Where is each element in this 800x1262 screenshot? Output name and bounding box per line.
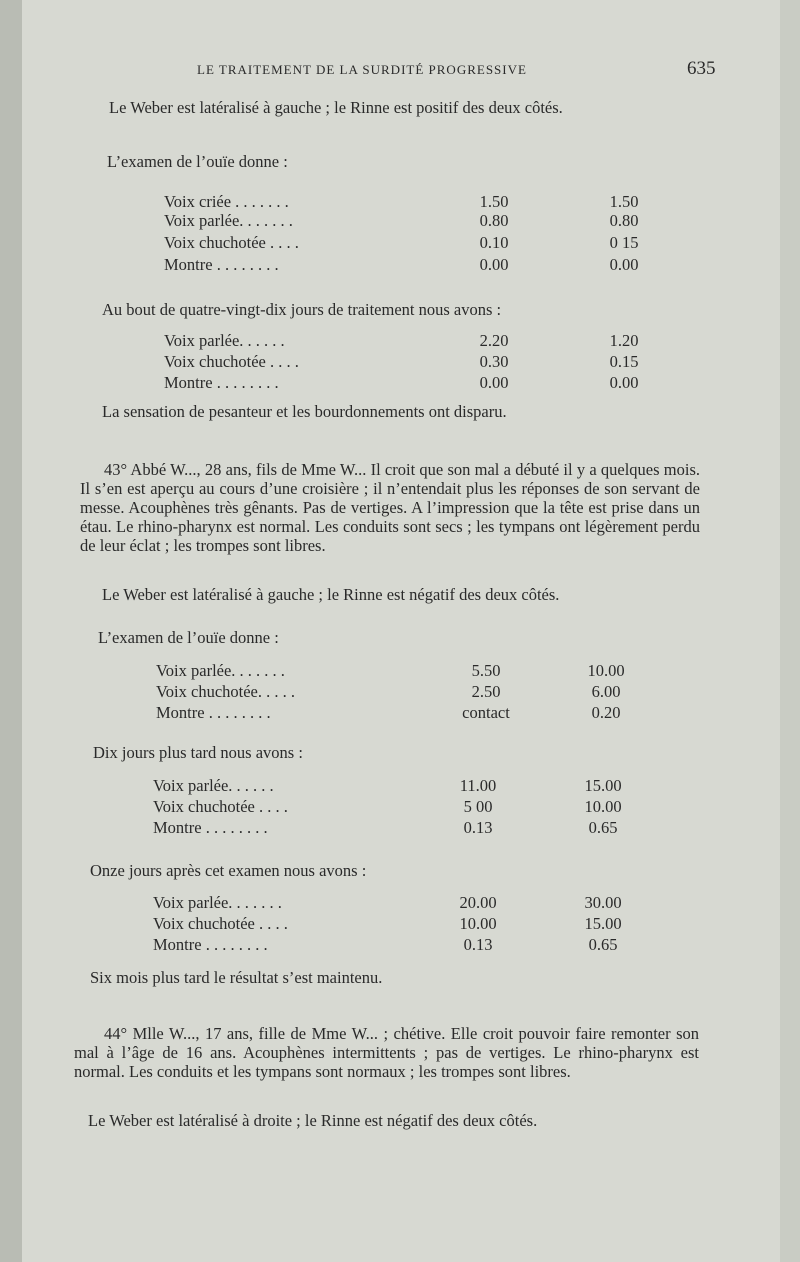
row-value-left: 0.00 [479,255,509,274]
row-label: Montre . . . . . . . . [164,373,279,392]
row-value-left: 10.00 [459,914,497,933]
row-value-right: 0.80 [609,211,639,230]
row-value-right: 1.20 [609,331,639,350]
row-label: Voix chuchotée . . . . [153,914,288,933]
row-value-right: 10.00 [584,797,622,816]
row-label: Voix parlée. . . . . . . [156,661,285,680]
row-label: Voix chuchotée . . . . [153,797,288,816]
row-value-right: 30.00 [584,893,622,912]
row-label: Voix chuchotée . . . . [164,352,299,371]
paragraph-case-44: 44° Mlle W..., 17 ans, fille de Mme W... ; chétive. Elle croit pouvoir faire remonter son mal à l’âge de 16 ans. Acouphènes intermittents ; pas de vertiges. Le rhino-pharynx est normal. Les conduits et les tympans sont normaux ; les trompes sont libres. [74,1024,699,1081]
row-label: Voix parlée. . . . . . [153,776,274,795]
row-value-right: 10.00 [587,661,625,680]
paragraph-dix-jours: Dix jours plus tard nous avons : [93,743,303,762]
row-label: Voix parlée. . . . . . [164,331,285,350]
row-label: Voix criée . . . . . . . [164,192,289,211]
row-value-left: 0.13 [463,818,493,837]
running-title: LE TRAITEMENT DE LA SURDITÉ PROGRESSIVE [197,62,527,77]
row-value-left: 0.00 [479,373,509,392]
row-label: Montre . . . . . . . . [156,703,271,722]
row-value-right: 0.15 [609,352,639,371]
row-label: Voix chuchotée . . . . [164,233,299,252]
row-value-right: 0 15 [609,233,639,252]
row-value-left: 5 00 [463,797,493,816]
row-value-left: 5.50 [471,661,501,680]
row-value-left: 0.80 [479,211,509,230]
paragraph-weber-3: Le Weber est latéralisé à droite ; le Rinne est négatif des deux côtés. [88,1111,538,1130]
row-value-left: contact [462,703,510,722]
row-value-left: 1.50 [479,192,509,211]
row-label: Montre . . . . . . . . [153,818,268,837]
paragraph-onze-jours: Onze jours après cet examen nous avons : [90,861,367,880]
paragraph-weber-2: Le Weber est latéralisé à gauche ; le Rinne est négatif des deux côtés. [102,585,560,604]
row-label: Voix parlée. . . . . . . [153,893,282,912]
row-value-right: 0.65 [588,935,618,954]
row-value-left: 2.20 [479,331,509,350]
row-value-right: 6.00 [591,682,621,701]
row-label: Voix chuchotée. . . . . [156,682,296,701]
row-value-left: 20.00 [459,893,497,912]
row-value-left: 11.00 [459,776,497,795]
paragraph-traitement: Au bout de quatre-vingt-dix jours de traitement nous avons : [102,300,502,319]
row-value-right: 15.00 [584,776,622,795]
row-value-right: 0.00 [609,255,639,274]
paragraph-sensation: La sensation de pesanteur et les bourdonnements ont disparu. [102,402,507,421]
row-label: Montre . . . . . . . . [164,255,279,274]
paragraph-six-mois: Six mois plus tard le résultat s’est maintenu. [90,968,383,987]
row-value-left: 2.50 [471,682,501,701]
paragraph-examen-2: L’examen de l’ouïe donne : [98,628,279,647]
page-number: 635 [687,58,716,79]
row-value-right: 0.20 [591,703,621,722]
row-value-right: 1.50 [609,192,639,211]
row-value-right: 0.65 [588,818,618,837]
paragraph-examen-1: L’examen de l’ouïe donne : [107,152,288,171]
row-label: Montre . . . . . . . . [153,935,268,954]
paragraph-weber-1: Le Weber est latéralisé à gauche ; le Rinne est positif des deux côtés. [109,98,563,117]
row-value-right: 0.00 [609,373,639,392]
row-value-right: 15.00 [584,914,622,933]
row-value-left: 0.10 [479,233,509,252]
row-label: Voix parlée. . . . . . . [164,211,293,230]
row-value-left: 0.30 [479,352,509,371]
row-value-left: 0.13 [463,935,493,954]
paragraph-case-43: 43° Abbé W..., 28 ans, fils de Mme W... Il croit que son mal a débuté il y a quelques mois. Il s’en est aperçu au cours d’une croisière ; il n’entendait plus les réponses de son servant de messe. Acouphènes très gênants. Pas de vertiges. A l’impression que la tête est prise dans un étau. Le rhino-pharynx est normal. Les conduits sont secs ; les tympans ont légèrement perdu de leur éclat ; les trompes sont libres. [80,460,700,555]
